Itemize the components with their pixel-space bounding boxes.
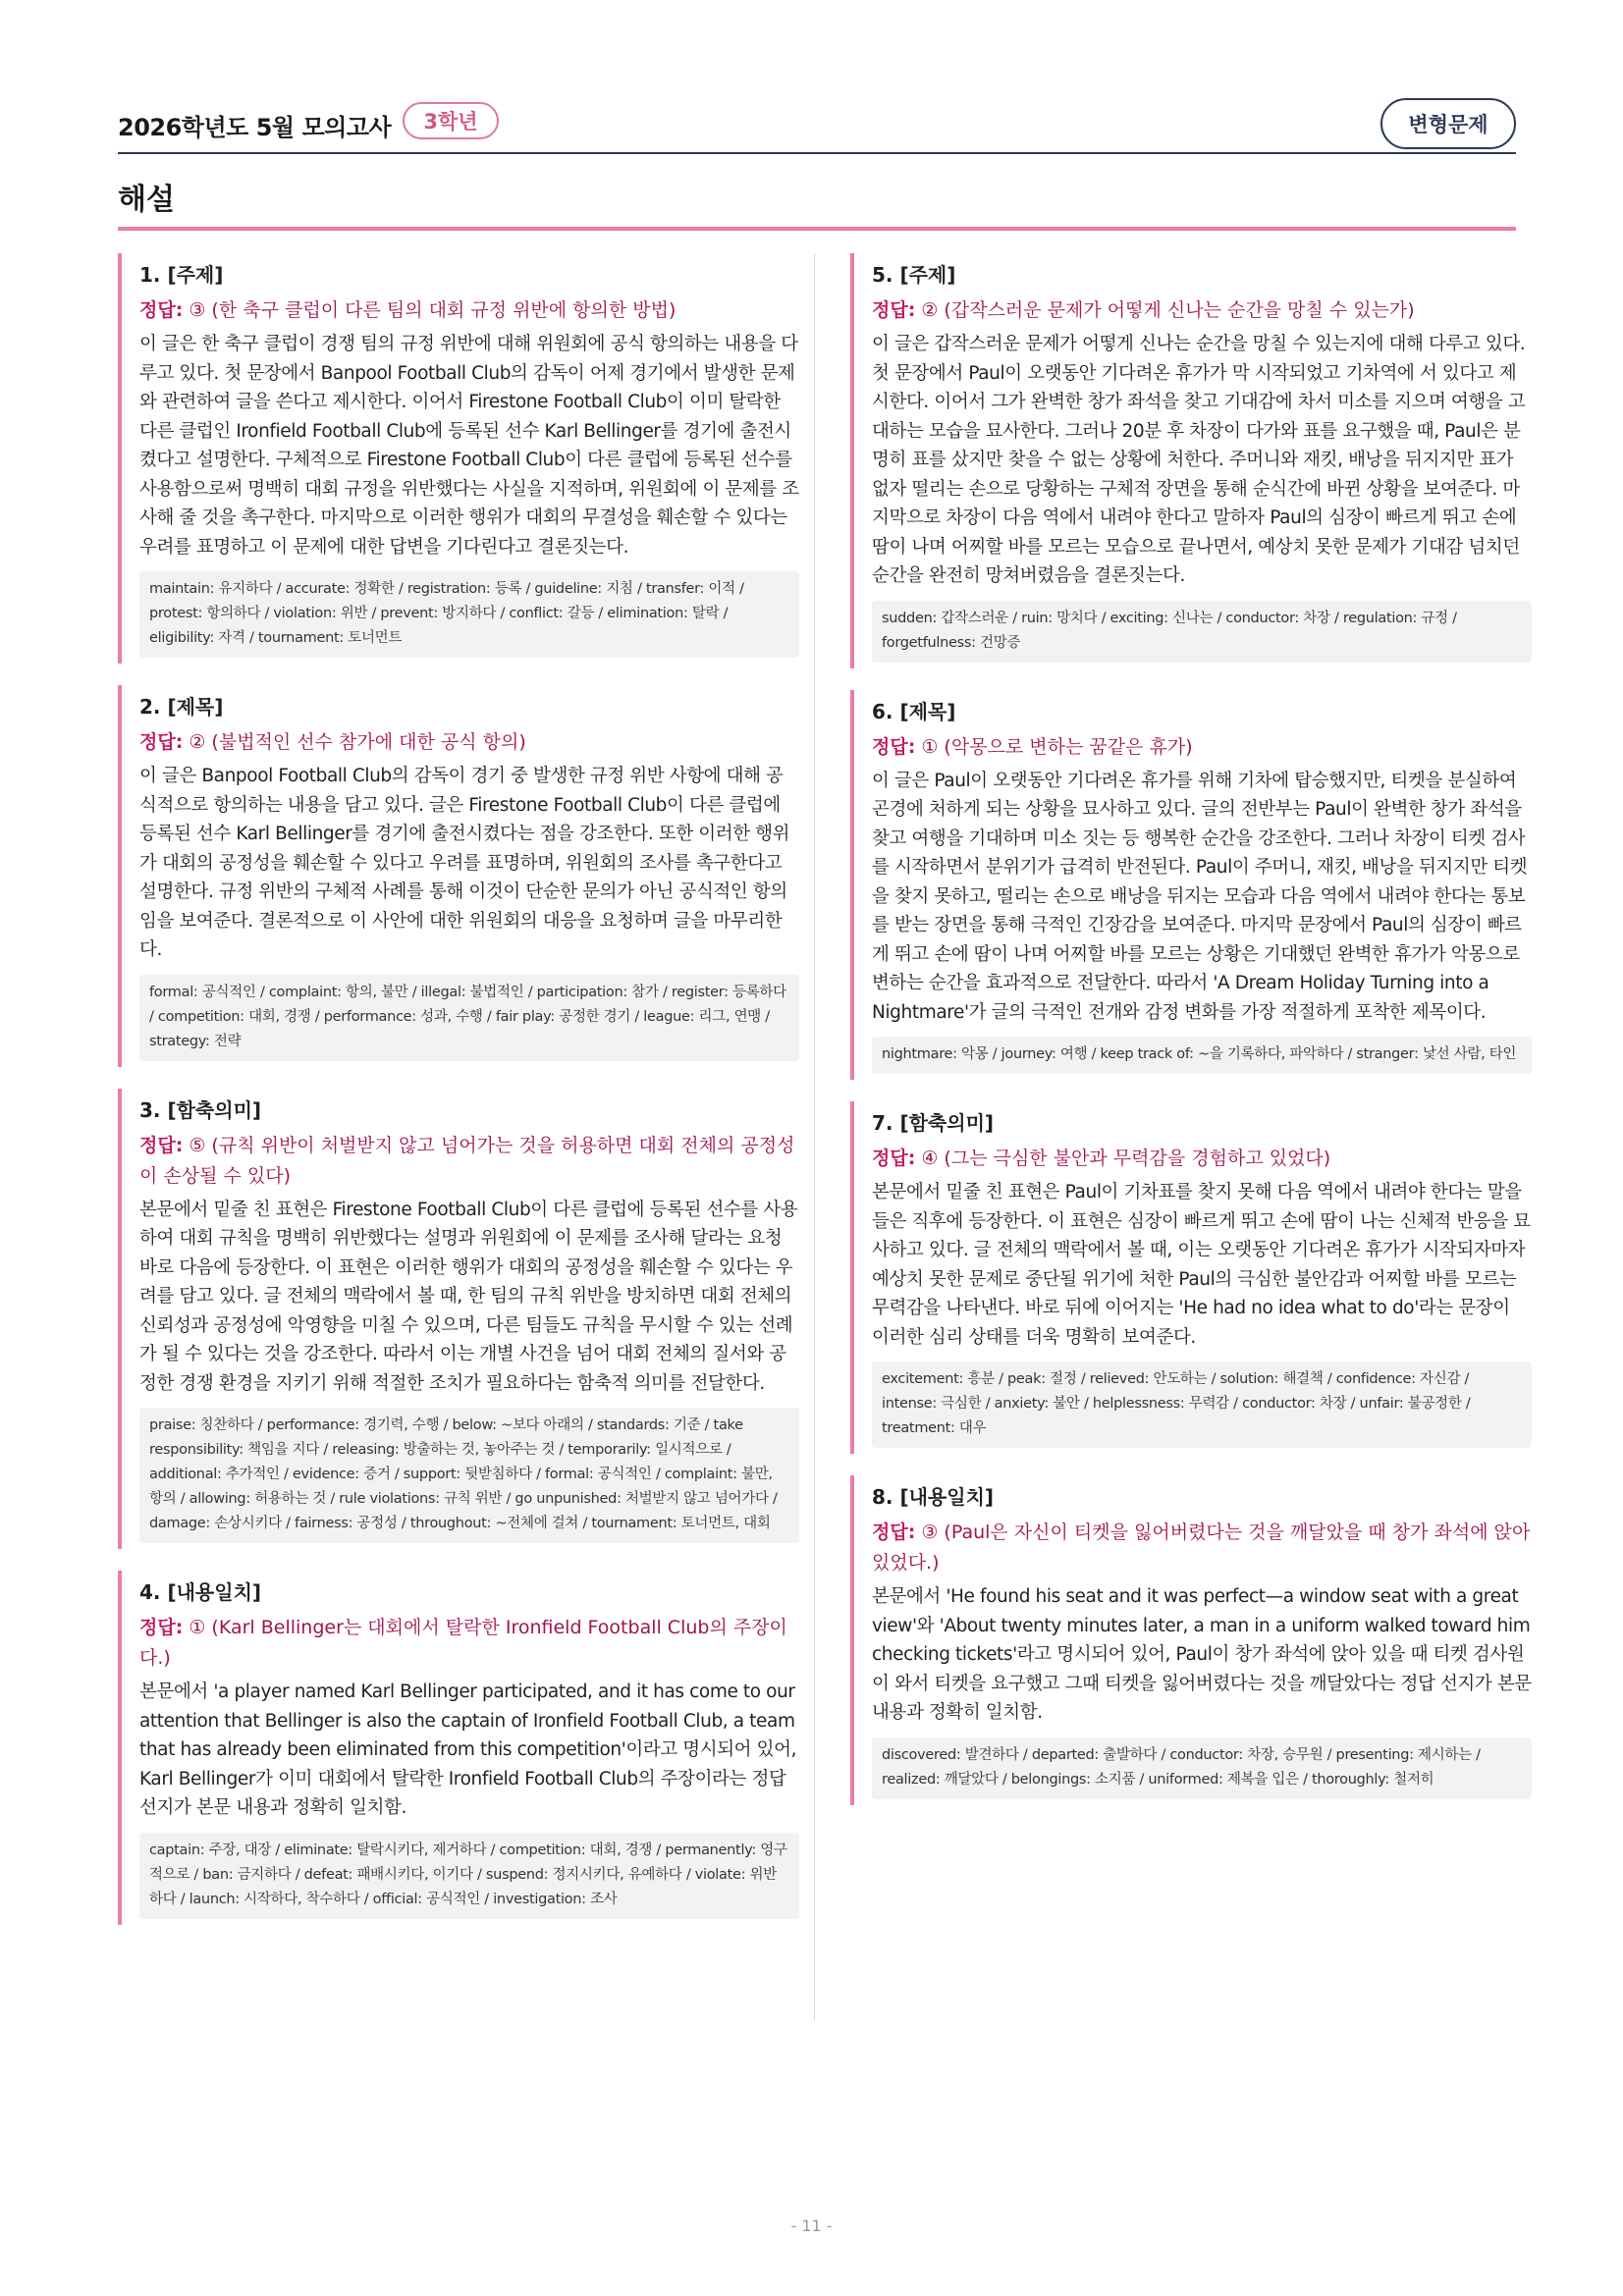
vocabulary-box: discovered: 발견하다 / departed: 출발하다 / conductor: 차장, 승무원 / presenting: 제시하는 / realized: 깨달았다 / belongings: 소지품 / uniformed: 제복을 입은 / thoroughly: 철저히 — [872, 1737, 1532, 1799]
explanation-text: 이 글은 Paul이 오랫동안 기다려온 휴가를 위해 기차에 탑승했지만, 티켓을 분실하여 곤경에 처하게 되는 상황을 묘사하고 있다. 글의 전반부는 Paul이 완벽한 창가 좌석을 찾고 여행을 기대하며 미소 짓는 등 행복한 순간을 강조한다. 그러나 차장이 티켓 검사를 시작하면서 분위기가 급격히 반전된다. Paul이 주머니, 재킷, 배낭을 뒤지지만 티켓을 찾지 못하고, 떨리는 손으로 배낭을 뒤지는 모습과 다음 역에서 내려야 한다는 통보를 받는 장면을 통해 극적인 긴장감을 보여준다. 마지막 문장에서 Paul의 심장이 빠르게 뛰고 손에 땀이 나며 어찌할 바를 모르는 상황은 기대했던 완벽한 휴가가 악몽으로 변하는 순간을 효과적으로 전달한다. 따라서 'A Dream Holiday Turning into a Nightmare'가 글의 극적인 전개와 감정 변화를 가장 적절하게 포착한 제목이다. — [872, 770, 1528, 1023]
vocabulary-box: sudden: 갑작스러운 / ruin: 망치다 / exciting: 신나는 / conductor: 차장 / regulation: 규정 / forgetfulness: 건망증 — [872, 601, 1532, 663]
answer-line — [872, 1518, 1532, 1578]
answer-text: ① (Karl Bellinger는 대회에서 탈락한 Ironfield Football Club의 주장이다.) — [139, 1617, 787, 1669]
answer-line — [139, 295, 799, 326]
answer-label: 정답: — [139, 299, 184, 321]
question-block-1 — [118, 253, 799, 664]
explanation-text: 본문에서 밑줄 친 표현은 Firestone Football Club이 다른 클럽에 등록된 선수를 사용하여 대회 규칙을 명백히 위반했다는 설명과 위원회에 이 문제를 조사해 달라는 요청 바로 다음에 등장한다. 이 표현은 이러한 행위가 대회의 공정성을 훼손할 수 있다는 우려를 담고 있다. 글 전체의 맥락에서 볼 때, 한 팀의 규칙 위반을 방치하면 대회 전체의 신뢰성과 공정성에 악영향을 미칠 수 있으며, 다른 팀들도 규칙을 무시할 수 있는 선례가 될 수 있다는 것을 강조한다. 따라서 이는 개별 사건을 넘어 대회 전체의 질서와 공정한 경쟁 환경을 지키기 위해 적절한 조치가 필요하다는 함축적 의미를 전달한다. — [139, 1199, 798, 1394]
exam-title: 2026학년도 5월 모의고사 — [118, 114, 392, 141]
answer-line — [872, 295, 1532, 326]
question-block-3 — [118, 1089, 799, 1550]
question-block-5 — [850, 253, 1532, 668]
answer-line — [139, 727, 799, 758]
answer-line — [139, 1613, 799, 1674]
answer-text: ② (불법적인 선수 참가에 대한 공식 항의) — [189, 731, 526, 753]
answer-label: 정답: — [139, 731, 184, 753]
answer-label: 정답: — [872, 1148, 916, 1169]
variant-badge: 변형문제 — [1380, 98, 1516, 149]
question-title: 1. [주제] — [139, 263, 224, 287]
question-block-7 — [850, 1101, 1532, 1454]
explanation-text: 이 글은 갑작스러운 문제가 어떻게 신나는 순간을 망칠 수 있는지에 대해 다루고 있다. 첫 문장에서 Paul이 오랫동안 기다려온 휴가가 막 시작되었고 기차역에 서 있다고 제시한다. 이어서 그가 완벽한 창가 좌석을 찾고 기대감에 차서 미소를 지으며 여행을 고대하는 모습을 묘사한다. 그러나 20분 후 차장이 다가와 표를 요구했을 때, Paul은 분명히 표를 샀지만 찾을 수 없는 상황에 처한다. 주머니와 재킷, 배낭을 뒤지지만 표가 없자 떨리는 손으로 당황하는 구체적 장면을 통해 순식간에 바뀐 상황을 보여준다. 마지막으로 차장이 다음 역에서 내려야 한다고 말하자 Paul의 심장이 빠르게 뛰고 손에 땀이 나며 어찌할 바를 모르는 모습으로 끝나면서, 예상치 못한 문제가 기대감 넘치던 순간을 완전히 망쳐버렸음을 결론짓는다. — [872, 334, 1526, 586]
section-title: 해설 — [118, 183, 175, 217]
question-title: 6. [제목] — [872, 699, 956, 723]
section-divider — [118, 227, 1516, 231]
answer-text: ③ (한 축구 클럽이 다른 팀의 대회 규정 위반에 항의한 방법) — [189, 299, 676, 321]
page-header — [118, 98, 1516, 147]
answer-line — [872, 732, 1532, 763]
vocabulary-box: maintain: 유지하다 / accurate: 정확한 / registration: 등록 / guideline: 지침 / transfer: 이적 / protest: 항의하다 / violation: 위반 / prevent: 방지하다 / conflict: 갈등 / elimination: 탈락 / eligibility: 자격 / tournament: 토너먼트 — [139, 571, 799, 658]
explanation-text: 본문에서 'He found his seat and it was perfect—a window seat with a great view'와 'About twenty minutes later, a man in a uniform walked toward him checking tickets'라고 명시되어 있어, Paul이 창가 좌석에 앉아 있을 때 티켓 검사원이 와서 티켓을 요구했고 그때 티켓을 잃어버렸다는 것을 깨달았다는 정답 선지가 본문 내용과 정확히 일치함. — [872, 1586, 1532, 1723]
explanation-text: 본문에서 밑줄 친 표현은 Paul이 기차표를 찾지 못해 다음 역에서 내려야 한다는 말을 들은 직후에 등장한다. 이 표현은 심장이 빠르게 뛰고 손에 땀이 나는 신체적 반응을 묘사하고 있다. 글 전체의 맥락에서 볼 때, 이는 오랫동안 기다려온 휴가가 시작되자마자 예상치 못한 문제로 중단될 위기에 처한 Paul의 극심한 불안감과 어찌할 바를 모르는 무력감을 나타낸다. 바로 뒤에 이어지는 'He had no idea what to do'라는 문장이 이러한 심리 상태를 더욱 명확히 보여준다. — [872, 1182, 1531, 1348]
answer-label: 정답: — [872, 299, 916, 321]
answer-text: ② (갑작스러운 문제가 어떻게 신나는 순간을 망칠 수 있는가) — [921, 299, 1415, 321]
answer-text: ⑤ (규칙 위반이 처벌받지 않고 넘어가는 것을 허용하면 대회 전체의 공정성이 손상될 수 있다) — [139, 1134, 795, 1187]
answer-text: ① (악몽으로 변하는 꿈같은 휴가) — [921, 735, 1193, 758]
answer-label: 정답: — [872, 1522, 916, 1543]
answer-text: ④ (그는 극심한 불안과 무력감을 경험하고 있었다) — [921, 1148, 1331, 1169]
column-divider — [814, 253, 815, 2020]
vocabulary-box: nightmare: 악몽 / journey: 여행 / keep track of: ~을 기록하다, 파악하다 / stranger: 낯선 사람, 타인 — [872, 1037, 1532, 1074]
page-number: - 11 - — [790, 2216, 833, 2235]
question-block-4 — [118, 1571, 799, 1925]
vocabulary-box: captain: 주장, 대장 / eliminate: 탈락시키다, 제거하다 / competition: 대회, 경쟁 / permanently: 영구적으로 / ban: 금지하다 / defeat: 패배시키다, 이기다 / suspend: 정지시키다, 유예하다 / violate: 위반하다 / launch: 시작하다, 착수하다 / official: 공식적인 / investigation: 조사 — [139, 1833, 799, 1919]
question-title: 2. [제목] — [139, 695, 224, 719]
question-title: 4. [내용일치] — [139, 1580, 262, 1604]
question-title: 7. [함축의미] — [872, 1111, 995, 1135]
vocabulary-box: excitement: 흥분 / peak: 절정 / relieved: 안도하는 / solution: 해결책 / confidence: 자신감 / intense: 극심한 / anxiety: 불안 / helplessness: 무력감 / conductor: 차장 / unfair: 불공정한 / treatment: 대우 — [872, 1362, 1532, 1448]
explanation-text: 이 글은 Banpool Football Club의 감독이 경기 중 발생한 규정 위반 사항에 대해 공식적으로 항의하는 내용을 담고 있다. 글은 Firestone Football Club이 다른 클럽에 등록된 선수 Karl Bellinger를 경기에 출전시켰다는 점을 강조한다. 또한 이러한 행위가 대회의 공정성을 훼손할 수 있다고 우려를 표명하며, 위원회의 조사를 촉구한다고 설명한다. 규정 위반의 구체적 사례를 통해 이것이 단순한 문의가 아닌 공식적인 항의임을 보여준다. 결론적으로 이 사안에 대한 위원회의 대응을 요청하며 글을 마무리한다. — [139, 766, 790, 960]
question-title: 8. [내용일치] — [872, 1485, 995, 1509]
answer-label: 정답: — [139, 1617, 184, 1638]
explanation-text: 이 글은 한 축구 클럽이 경쟁 팀의 규정 위반에 대해 위원회에 공식 항의하는 내용을 다루고 있다. 첫 문장에서 Banpool Football Club의 감독이 어제 경기에서 발생한 문제와 관련하여 글을 쓴다고 제시한다. 이어서 Firestone Football Club이 이미 탈락한 다른 클럽인 Ironfield Football Club에 등록된 선수 Karl Bellinger를 경기에 출전시켰다고 설명한다. 구체적으로 Firestone Football Club이 다른 클럽에 등록된 선수를 사용함으로써 명백히 대회 규정을 위반했다는 사실을 지적하며, 위원회에 이 문제를 조사해 줄 것을 촉구한다. 마지막으로 이러한 행위가 대회의 무결성을 훼손할 수 있다는 우려를 표명하고 이 문제에 대한 답변을 기다린다고 결론짓는다. — [139, 334, 799, 558]
question-title: 5. [주제] — [872, 263, 956, 287]
vocabulary-box: praise: 칭찬하다 / performance: 경기력, 수행 / below: ~보다 아래의 / standards: 기준 / take responsibility: 책임을 지다 / releasing: 방출하는 것, 놓아주는 것 / temporarily: 일시적으로 / additional: 추가적인 / evidence: 증거 / support: 뒷받침하다 / formal: 공식적인 / complaint: 불만, 항의 / allowing: 허용하는 것 / rule violations: 규칙 위반 / go unpunished: 처벌받지 않고 넘어가다 / damage: 손상시키다 / fairness: 공정성 / throughout: ~전체에 걸쳐 / tournament: 토너먼트, 대회 — [139, 1408, 799, 1543]
left-column — [118, 253, 799, 1947]
explanation-text: 본문에서 'a player named Karl Bellinger participated, and it has come to our attention that Bellinger is also the captain of Ironfield Football Club, a team that has already been eliminated from this competition'이라고 명시되어 있어, Karl Bellinger가 이미 대회에서 탈락한 Ironfield Football Club의 주장이라는 정답 선지가 본문 내용과 정확히 일치함. — [139, 1682, 797, 1818]
right-column — [850, 253, 1532, 1827]
vocabulary-box: formal: 공식적인 / complaint: 항의, 불만 / illegal: 불법적인 / participation: 참가 / register: 등록하다 / competition: 대회, 경쟁 / performance: 성과, 수행 / fair play: 공정한 경기 / league: 리그, 연맹 / strategy: 전략 — [139, 975, 799, 1061]
question-title: 3. [함축의미] — [139, 1097, 262, 1122]
grade-badge: 3학년 — [403, 102, 499, 139]
answer-text: ③ (Paul은 자신이 티켓을 잃어버렸다는 것을 깨달았을 때 창가 좌석에 앉아 있었다.) — [872, 1522, 1531, 1574]
answer-label: 정답: — [139, 1134, 184, 1156]
question-block-6 — [850, 690, 1532, 1081]
question-block-2 — [118, 685, 799, 1067]
header-divider — [118, 152, 1516, 154]
answer-line — [139, 1131, 799, 1192]
question-block-8 — [850, 1475, 1532, 1805]
answer-label: 정답: — [872, 735, 916, 758]
answer-line — [872, 1144, 1532, 1174]
